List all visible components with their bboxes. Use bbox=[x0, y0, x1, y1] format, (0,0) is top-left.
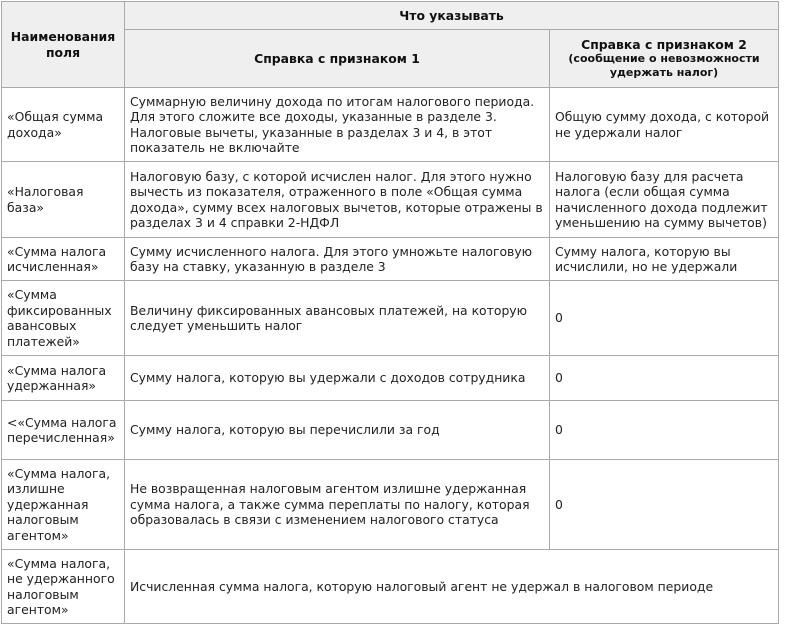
sign2-cell: Налоговую базу для расчета налога (если общая сумма начисленного дохода подлежит уменьшению на сумму вычетов) bbox=[550, 162, 779, 238]
sign2-cell: Общую сумму дохода, с которой не удержали налог bbox=[550, 88, 779, 162]
table-row bbox=[2, 460, 779, 550]
sign1-cell: Сумму налога, которую вы удержали с доходов сотрудника bbox=[125, 356, 550, 401]
field-name-cell: «Сумма налога исчисленная» bbox=[2, 238, 125, 281]
header-col-sign2-title: Справка с признаком 2 bbox=[581, 36, 747, 52]
header-row-1 bbox=[2, 2, 779, 30]
sign2-cell: 0 bbox=[550, 356, 779, 401]
sign2-cell: 0 bbox=[550, 281, 779, 356]
table-row bbox=[2, 281, 779, 356]
field-name-cell: «Общая сумма дохода» bbox=[2, 88, 125, 162]
table-row bbox=[2, 401, 779, 460]
header-col-sign1: Справка с признаком 1 bbox=[125, 30, 550, 88]
table-row bbox=[2, 356, 779, 401]
header-col-sign2 bbox=[550, 30, 779, 88]
field-name-cell: «Сумма налога, излишне удержанная налоговым агентом» bbox=[2, 460, 125, 550]
table-row bbox=[2, 162, 779, 238]
table-row bbox=[2, 88, 779, 162]
sign1-cell: Не возвращенная налоговым агентом излишне удержанная сумма налога, а также сумма переплаты по налогу, которая образовалась в связи с изменением налогового статуса bbox=[125, 460, 550, 550]
sign2-cell: Сумму налога, которую вы исчислили, но не удержали bbox=[550, 238, 779, 281]
merged-description-cell: Исчисленная сумма налога, которую налоговый агент не удержал в налоговом периоде bbox=[125, 550, 779, 624]
field-name-cell: «Сумма фиксированных авансовых платежей» bbox=[2, 281, 125, 356]
tax-fields-table bbox=[1, 1, 779, 624]
sign1-cell: Сумму исчисленного налога. Для этого умножьте налоговую базу на ставку, указанную в разделе 3 bbox=[125, 238, 550, 281]
field-name-cell: <«Сумма налога перечисленная» bbox=[2, 401, 125, 460]
field-name-cell: «Сумма налога, не удержанного налоговым агентом» bbox=[2, 550, 125, 624]
field-name-cell: «Сумма налога удержанная» bbox=[2, 356, 125, 401]
sign2-cell: 0 bbox=[550, 401, 779, 460]
header-field-name: Наименования поля bbox=[2, 2, 125, 88]
sign1-cell: Сумму налога, которую вы перечислили за год bbox=[125, 401, 550, 460]
sign1-cell: Суммарную величину дохода по итогам налогового периода. Для этого сложите все доходы, указанные в разделе 3. Налоговые вычеты, указанные в разделах 3 и 4, в этот показатель не включайте bbox=[125, 88, 550, 162]
sign2-cell: 0 bbox=[550, 460, 779, 550]
field-name-cell: «Налоговая база» bbox=[2, 162, 125, 238]
table-row bbox=[2, 238, 779, 281]
table-row bbox=[2, 550, 779, 624]
header-col-sign2-subtitle: (сообщение о невозможности удержать налог) bbox=[568, 52, 760, 80]
sign1-cell: Величину фиксированных авансовых платежей, на которую следует уменьшить налог bbox=[125, 281, 550, 356]
header-what-to-specify: Что указывать bbox=[125, 2, 779, 30]
sign1-cell: Налоговую базу, с которой исчислен налог. Для этого нужно вычесть из показателя, отраженного в поле «Общая сумма дохода», сумму всех налоговых вычетов, которые отражены в разделах 3 и 4 справки 2-НДФЛ bbox=[125, 162, 550, 238]
